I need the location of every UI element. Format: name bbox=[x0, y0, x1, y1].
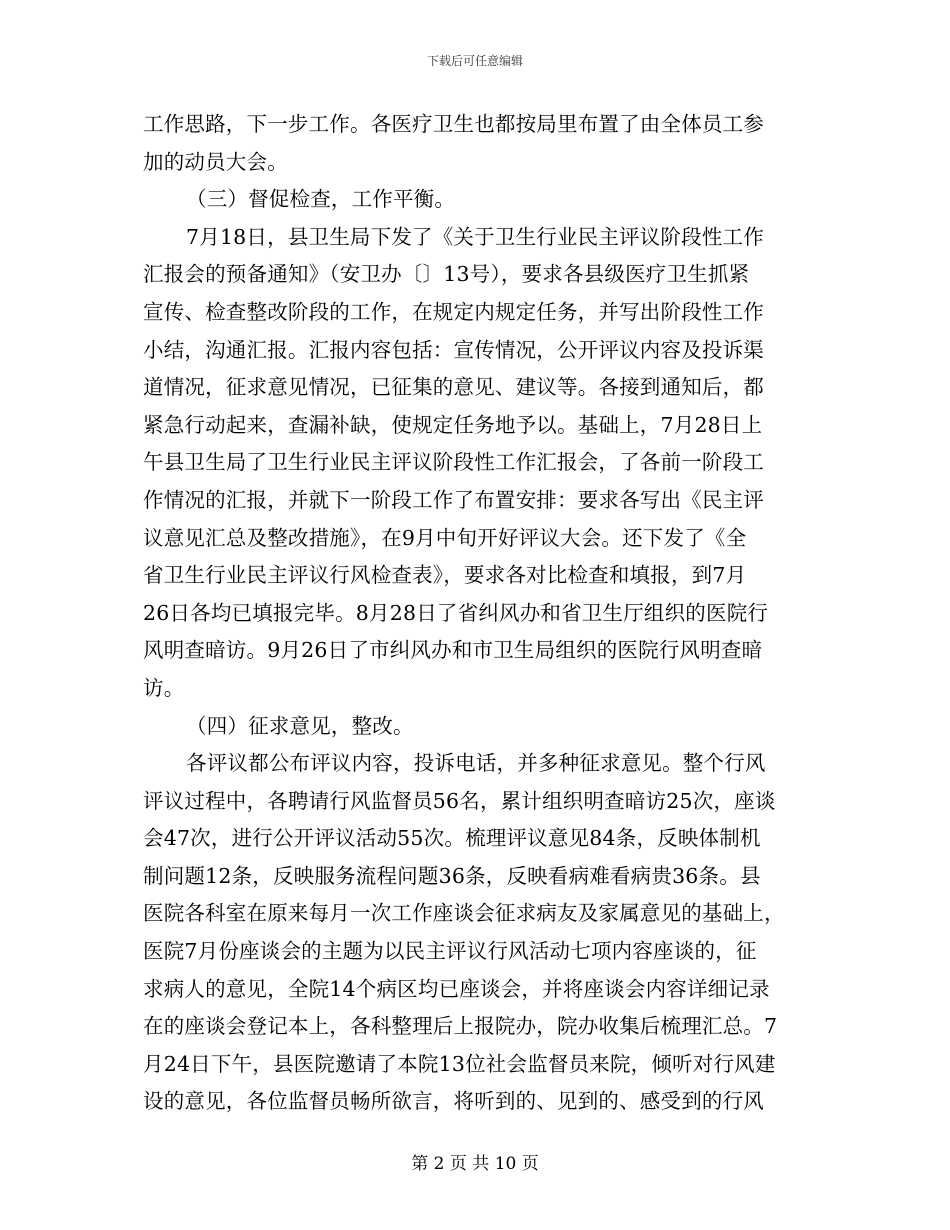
text-line: 宣传、检查整改阶段的工作，在规定内规定任务，并写出阶段性工作 bbox=[143, 299, 764, 324]
text-line: 作情况的汇报，并就下一阶段工作了布置安排：要求各写出《民主评 bbox=[143, 487, 764, 512]
text-line: 省卫生行业民主评议行风检查表》，要求各对比检查和填报，到7月 bbox=[143, 563, 747, 588]
text-line: 在的座谈会登记本上，各科整理后上报院办，院办收集后梳理汇总。7 bbox=[143, 1014, 778, 1039]
text-line: 医院各科室在原来每月一次工作座谈会征求病友及家属意见的基础上， bbox=[143, 901, 785, 926]
text-line: 风明查暗访。9月26日了市纠风办和市卫生局组织的医院行风明查暗 bbox=[143, 638, 763, 663]
text-line: 月24日下午，县医院邀请了本院13位社会监督员来院，倾听对行风建 bbox=[143, 1051, 776, 1076]
text-line: 加的动员大会。 bbox=[143, 149, 288, 174]
paragraph-first-line: 7月18日，县卫生局下发了《关于卫生行业民主评议阶段性工作 bbox=[186, 224, 764, 249]
text-line: 紧急行动起来，查漏补缺，使规定任务地予以。基础上，7月28日上 bbox=[143, 412, 763, 437]
document-body bbox=[143, 106, 813, 1121]
text-line: 工作思路，下一步工作。各医疗卫生也都按局里布置了由全体员工参 bbox=[143, 112, 764, 136]
text-line: 汇报会的预备通知》（安卫办〔〕13号），要求各县级医疗卫生抓紧 bbox=[143, 262, 750, 287]
page-header-note: 下载后可任意编辑 bbox=[426, 54, 523, 68]
text-line: 访。 bbox=[143, 675, 185, 700]
text-line: 制问题12条，反映服务流程问题36条，反映看病难看病贵36条。县 bbox=[143, 863, 761, 888]
text-line: 午县卫生局了卫生行业民主评议阶段性工作汇报会，了各前一阶段工 bbox=[143, 450, 764, 475]
section-heading: （三）督促检查，工作平衡。 bbox=[186, 187, 456, 212]
text-line: 医院7月份座谈会的主题为以民主评议行风活动七项内容座谈的，征 bbox=[143, 939, 757, 964]
text-line: 26日各均已填报完毕。8月28日了省纠风办和省卫生厅组织的医院行 bbox=[143, 600, 769, 625]
paragraph-first-line: 各评议都公布评议内容，投诉电话，并多种征求意见。整个行风 bbox=[186, 751, 766, 776]
text-line: 小结，沟通汇报。汇报内容包括：宣传情况，公开评议内容及投诉渠 bbox=[143, 337, 764, 362]
text-line: 评议过程中，各聘请行风监督员56名，累计组织明查暗访25次，座谈 bbox=[143, 788, 776, 813]
text-line: 求病人的意见，全院14个病区均已座谈会，并将座谈会内容详细记录 bbox=[143, 976, 770, 1001]
text-line: 设的意见，各位监督员畅所欲言，将听到的、见到的、感受到的行风 bbox=[143, 1089, 764, 1114]
section-heading: （四）征求意见，整改。 bbox=[186, 713, 414, 738]
text-line: 议意见汇总及整改措施》，在9月中旬开好评议大会。还下发了《全 bbox=[143, 525, 747, 550]
text-line: 会47次，进行公开评议活动55次。梳理评议意见84条，反映体制机 bbox=[143, 826, 761, 851]
text-line: 道情况，征求意见情况，已征集的意见、建议等。各接到通知后，都 bbox=[143, 375, 764, 400]
page-number-footer: 第 2 页 共 10 页 bbox=[411, 1154, 539, 1174]
